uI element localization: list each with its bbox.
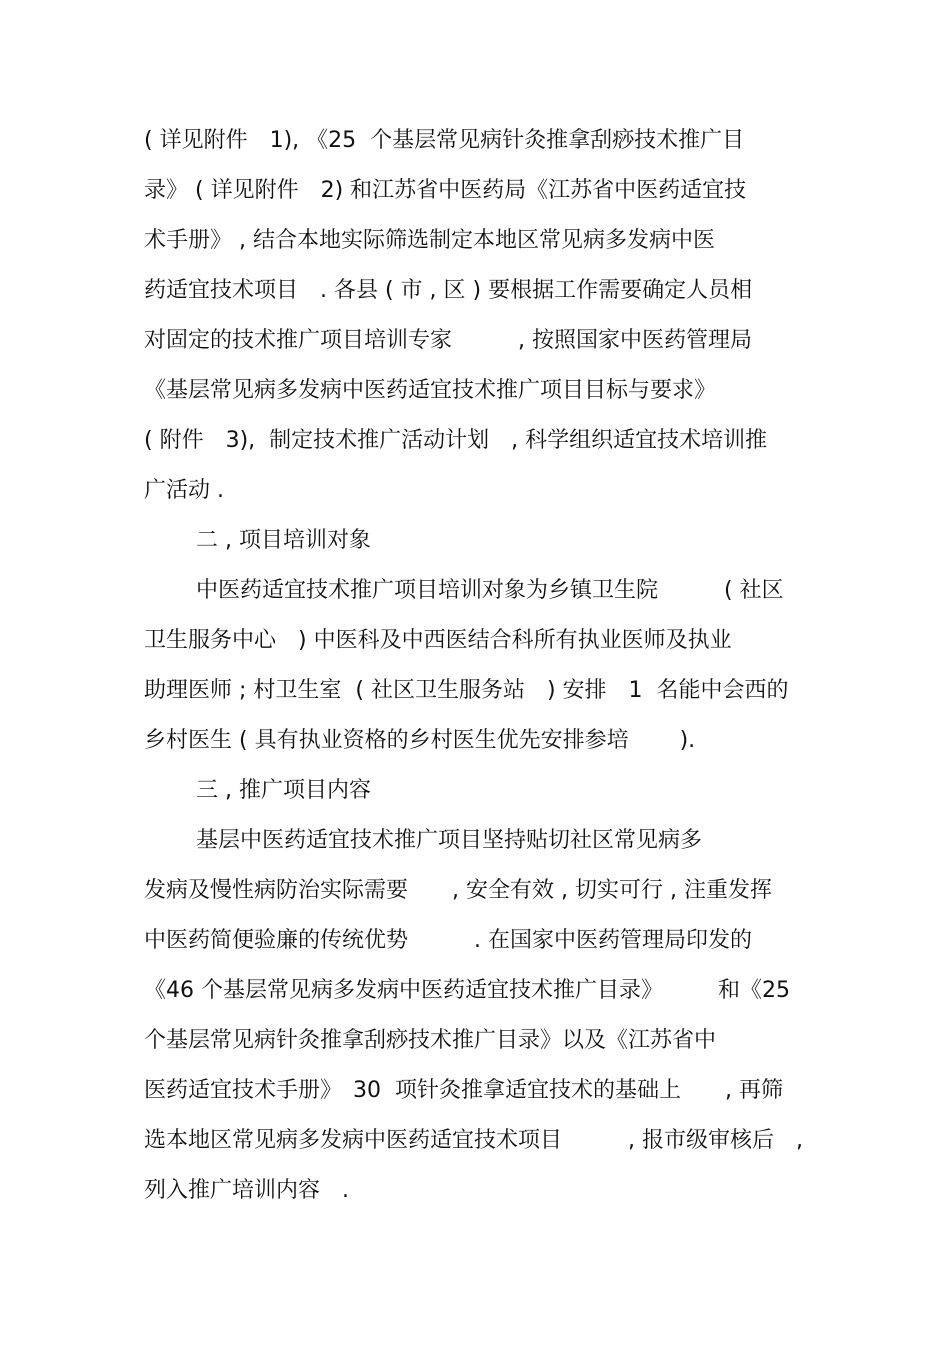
text-line: 列入推广培训内容 . bbox=[144, 1178, 349, 1203]
text-line: 乡村医生 ( 具有执业资格的乡村医生优先安排参培 ). bbox=[144, 728, 696, 753]
text-line: 中医药适宜技术推广项目培训对象为乡镇卫生院 ( 社区 bbox=[196, 578, 784, 603]
text-line: 术手册》 , 结合本地实际筛选制定本地区常见病多发病中医 bbox=[144, 228, 715, 253]
text-line: 对固定的技术推广项目培训专家 , 按照国家中医药管理局 bbox=[144, 328, 752, 353]
text-line: 录》 ( 详见附件 2) 和江苏省中医药局《江苏省中医药适宜技 bbox=[144, 178, 747, 203]
text-line: 中医药简便验廉的传统优势 . 在国家中医药管理局印发的 bbox=[144, 928, 752, 953]
section-heading: 三 , 推广项目内容 bbox=[196, 778, 371, 803]
text-line: 发病及慢性病防治实际需要 , 安全有效 , 切实可行 , 注重发挥 bbox=[144, 878, 772, 903]
text-line: ( 详见附件 1), 《25 个基层常见病针灸推拿刮痧技术推广目 bbox=[144, 128, 745, 153]
text-line: 卫生服务中心 ) 中医科及中西医结合科所有执业医师及执业 bbox=[144, 628, 732, 653]
text-line: 《46 个基层常见病多发病中医药适宜技术推广目录》 和《25 bbox=[144, 978, 790, 1003]
text-line: ( 附件 3), 制定技术推广活动计划 , 科学组织适宜技术培训推 bbox=[144, 428, 768, 453]
text-line: 选本地区常见病多发病中医药适宜技术项目 , 报市级审核后 , bbox=[144, 1128, 803, 1153]
text-line: 《基层常见病多发病中医药适宜技术推广项目目标与要求》 bbox=[144, 378, 717, 403]
text-line: 基层中医药适宜技术推广项目坚持贴切社区常见病多 bbox=[196, 828, 703, 853]
text-line: 广活动 . bbox=[144, 478, 224, 503]
text-line: 医药适宜技术手册》 30 项针灸推拿适宜技术的基础上 , 再筛 bbox=[144, 1078, 783, 1103]
text-line: 助理医师 ; 村卫生室 ( 社区卫生服务站 ) 安排 1 名能中会西的 bbox=[144, 678, 789, 703]
text-line: 药适宜技术项目 . 各县 ( 市 , 区 ) 要根据工作需要确定人员相 bbox=[144, 278, 753, 303]
section-heading: 二 , 项目培训对象 bbox=[196, 528, 371, 553]
text-line: 个基层常见病针灸推拿刮痧技术推广目录》以及《江苏省中 bbox=[144, 1028, 717, 1053]
